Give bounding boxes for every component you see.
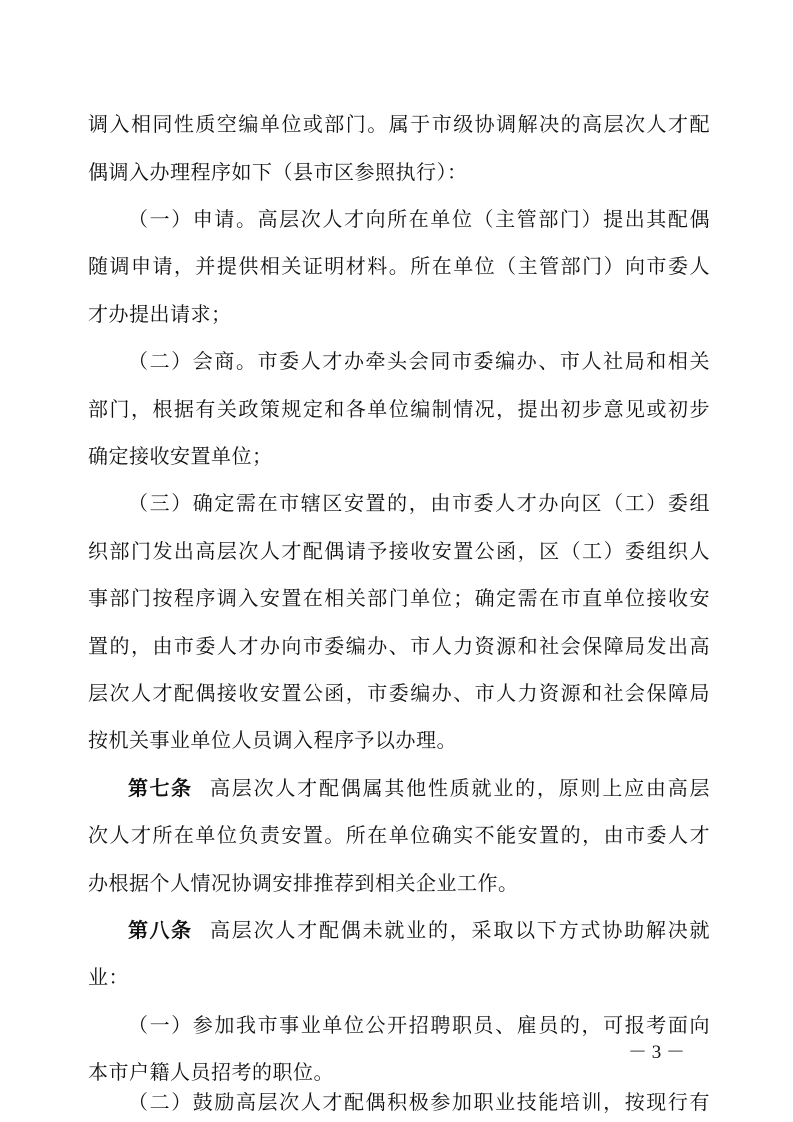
paragraph-line: 次人才所在单位负责安置。所在单位确实不能安置的，由市委人才 (88, 823, 710, 847)
paragraph-line: 本市户籍人员招考的职位。 (88, 1060, 334, 1084)
paragraph-line: 置的，由市委人才办向市委编办、市人力资源和社会保障局发出高 (88, 634, 710, 658)
paragraph-line: 部门，根据有关政策规定和各单位编制情况，提出初步意见或初步 (88, 397, 710, 421)
page-number: － 3 － (628, 1042, 686, 1063)
article-heading-eight: 第八条 (128, 918, 193, 942)
paragraph-line: 调入相同性质空编单位或部门。属于市级协调解决的高层次人才配 (88, 112, 710, 136)
paragraph-line: 高层次人才配偶属其他性质就业的，原则上应由高层 (210, 776, 710, 800)
paragraph-line: （二）会商。市委人才办牵头会同市委编办、市人社局和相关 (128, 349, 710, 373)
paragraph-line: 业： (88, 965, 129, 989)
article-heading-seven: 第七条 (128, 776, 193, 800)
paragraph-line: （三）确定需在市辖区安置的，由市委人才办向区（工）委组 (128, 491, 710, 515)
paragraph-line: 确定接收安置单位； (88, 444, 273, 468)
paragraph-line: 高层次人才配偶未就业的，采取以下方式协助解决就 (210, 918, 710, 942)
paragraph-line: 织部门发出高层次人才配偶请予接收安置公函，区（工）委组织人 (88, 539, 710, 563)
paragraph-line: 按机关事业单位人员调入程序予以办理。 (88, 728, 457, 752)
paragraph-line: （一）申请。高层次人才向所在单位（主管部门）提出其配偶 (128, 207, 710, 231)
paragraph-line: 才办提出请求； (88, 302, 232, 326)
paragraph-line: 随调申请，并提供相关证明材料。所在单位（主管部门）向市委人 (88, 254, 710, 278)
paragraph-line: 层次人才配偶接收安置公函，市委编办、市人力资源和社会保障局 (88, 681, 710, 705)
paragraph-line: 办根据个人情况协调安排推荐到相关企业工作。 (88, 871, 519, 895)
paragraph-line: 事部门按程序调入安置在相关部门单位；确定需在市直单位接收安 (88, 586, 710, 610)
paragraph-line: （一）参加我市事业单位公开招聘职员、雇员的，可报考面向 (128, 1013, 710, 1037)
paragraph-line: （二）鼓励高层次人才配偶积极参加职业技能培训，按现行有 (128, 1090, 710, 1114)
paragraph-line: 偶调入办理程序如下（县市区参照执行）： (88, 160, 468, 184)
